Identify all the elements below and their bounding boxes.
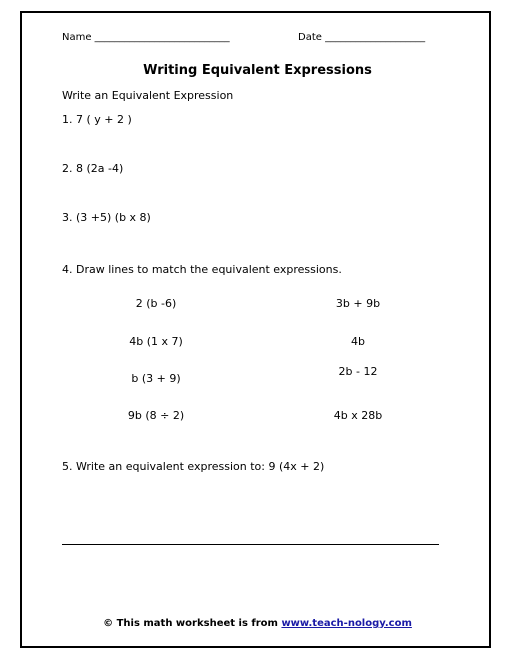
match-right-item: 3b + 9b — [335, 297, 381, 310]
question-1: 1. 7 ( y + 2 ) — [62, 113, 132, 126]
question-5: 5. Write an equivalent expression to: 9 (4x + 2) — [62, 460, 325, 473]
question-3: 3. (3 +5) (b x 8) — [62, 211, 151, 224]
match-left-item: b (3 + 9) — [131, 372, 181, 385]
footer-text: © This math worksheet is from — [103, 618, 282, 629]
instructions: Write an Equivalent Expression — [62, 89, 234, 102]
question-2: 2. 8 (2a -4) — [62, 162, 124, 175]
name-field: Name ___________________________ — [62, 32, 230, 43]
worksheet-page — [20, 11, 491, 648]
match-right-item: 4b — [351, 335, 365, 348]
answer-line — [62, 544, 439, 545]
footer — [22, 618, 493, 629]
question-4: 4. Draw lines to match the equivalent expressions. — [62, 263, 342, 276]
date-field: Date ____________________ — [298, 32, 426, 43]
match-left-item: 2 (b -6) — [135, 297, 177, 310]
match-right-item: 2b - 12 — [338, 365, 378, 378]
match-right-item: 4b x 28b — [333, 409, 383, 422]
match-left-item: 9b (8 ÷ 2) — [127, 409, 185, 422]
match-left-item: 4b (1 x 7) — [129, 335, 183, 348]
footer-link[interactable]: www.teach-nology.com — [281, 618, 412, 629]
page-title: Writing Equivalent Expressions — [143, 63, 372, 78]
